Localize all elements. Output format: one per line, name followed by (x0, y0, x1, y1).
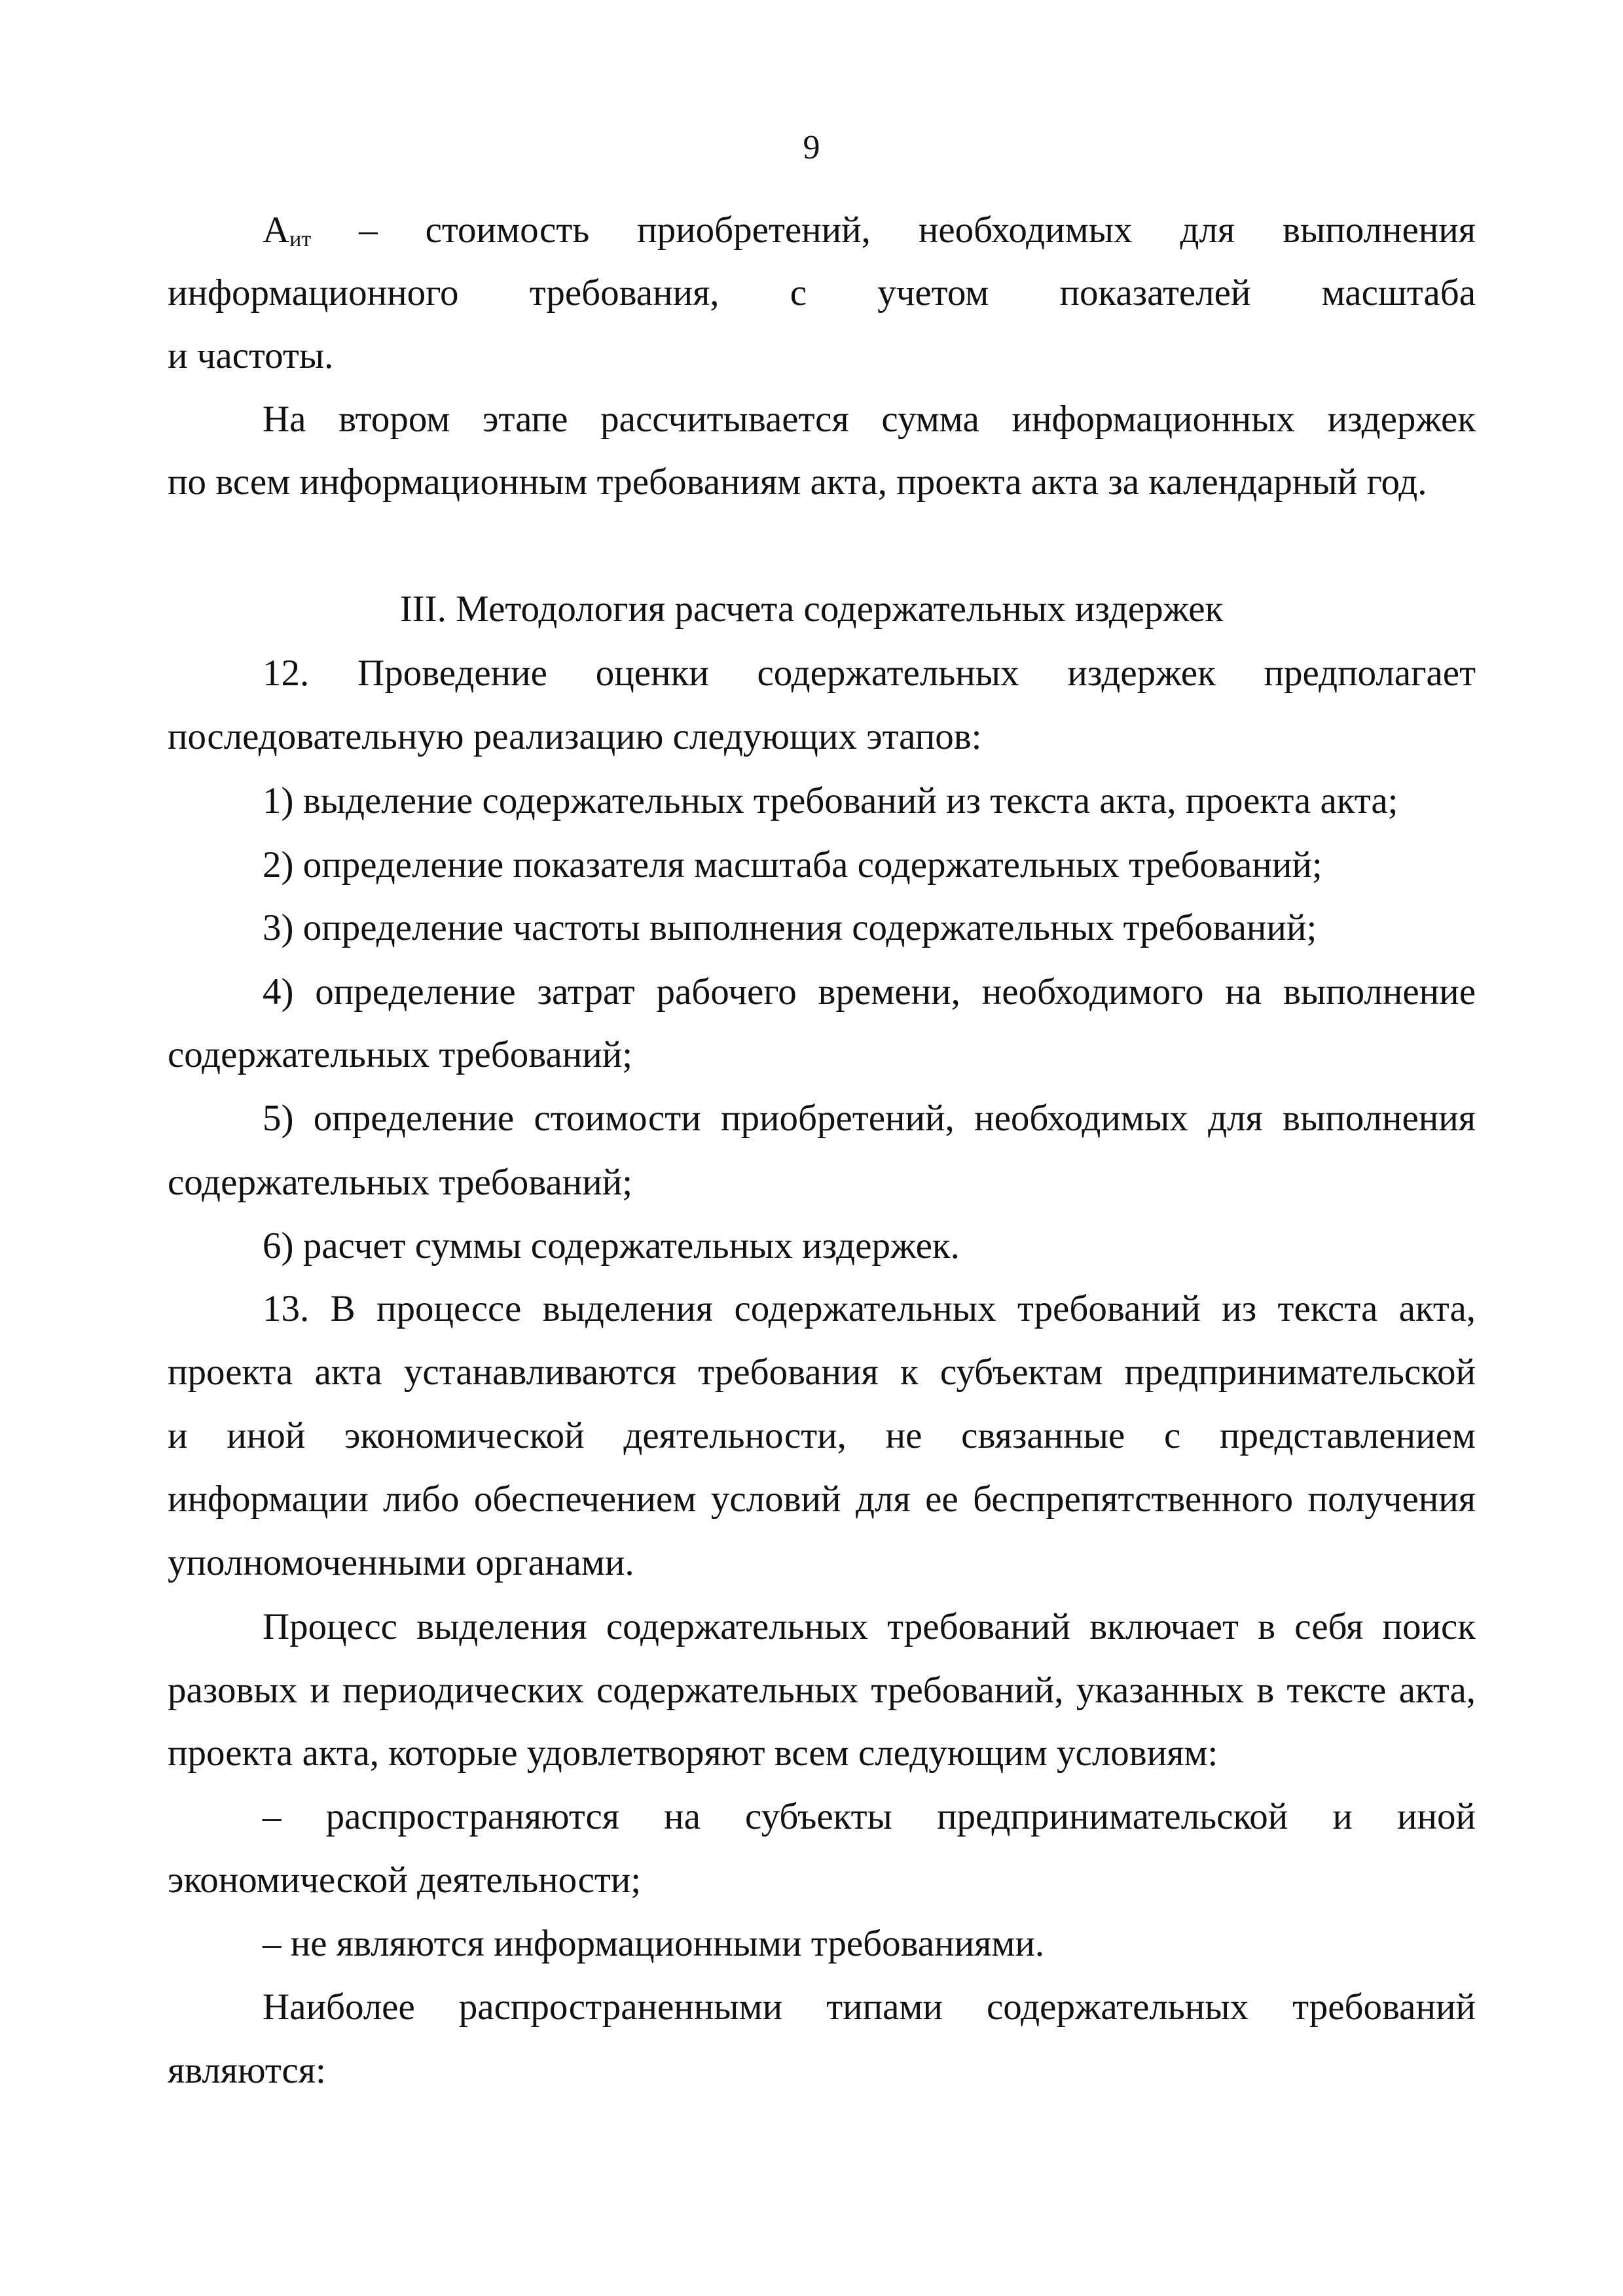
text-line: Процесс выделения содержательных требований включает в себя поиск (263, 1606, 1476, 1647)
text-line: разовых и периодических содержательных требований, указанных в тексте акта, (168, 1670, 1476, 1711)
text-line: по всем информационным требованиям акта, проекта акта за календарный год. (168, 461, 1427, 503)
text-line: Наиболее распространенными типами содержательных требований (263, 1986, 1476, 2028)
list-item: 3) определение частоты выполнения содержательных требований; (263, 907, 1317, 948)
page-number: 9 (803, 129, 820, 166)
text-line: 12. Проведение оценки содержательных издержек предполагает (263, 653, 1476, 694)
text-line: проекта акта устанавливаются требования к субъектам предпринимательской (168, 1352, 1476, 1393)
text-line: являются: (168, 2050, 326, 2091)
symbol-a: А (263, 209, 290, 251)
list-item: – распространяются на субъекты предпринимательской и иной (263, 1796, 1476, 1837)
text-line: экономической деятельности; (168, 1859, 642, 1901)
section-heading: III. Методология расчета содержательных издержек (399, 588, 1224, 630)
list-item: 4) определение затрат рабочего времени, необходимого на выполнение (263, 971, 1476, 1013)
text-line (263, 208, 1476, 262)
list-item: 2) определение показателя масштаба содержательных требований; (263, 844, 1322, 886)
text-line: и частоты. (168, 335, 334, 376)
list-item: 6) расчет суммы содержательных издержек. (263, 1225, 960, 1266)
text-line: информации либо обеспечением условий для ее беспрепятственного получения (168, 1479, 1476, 1520)
text-line: 13. В процессе выделения содержательных требований из текста акта, (263, 1288, 1476, 1329)
text-line: последовательную реализацию следующих этапов: (168, 716, 982, 757)
text-line: содержательных требований; (168, 1162, 633, 1203)
text-line: На втором этапе рассчитывается сумма информационных издержек (263, 399, 1476, 440)
text-line: проекта акта, которые удовлетворяют всем следующим условиям: (168, 1732, 1218, 1774)
text-line: уполномоченными органами. (168, 1542, 634, 1583)
text-line: содержательных требований; (168, 1034, 633, 1075)
list-item: 5) определение стоимости приобретений, необходимых для выполнения (263, 1098, 1476, 1139)
line-text: – стоимость приобретений, необходимых для выполнения (311, 209, 1476, 251)
text-line: информационного требования, с учетом показателей масштаба (168, 272, 1476, 314)
text-line: и иной экономической деятельности, не связанные с представлением (168, 1415, 1476, 1456)
list-item: – не являются информационными требованиями. (263, 1923, 1045, 1964)
list-item: 1) выделение содержательных требований из текста акта, проекта акта; (263, 780, 1398, 821)
symbol-subscript: ит (289, 227, 312, 251)
